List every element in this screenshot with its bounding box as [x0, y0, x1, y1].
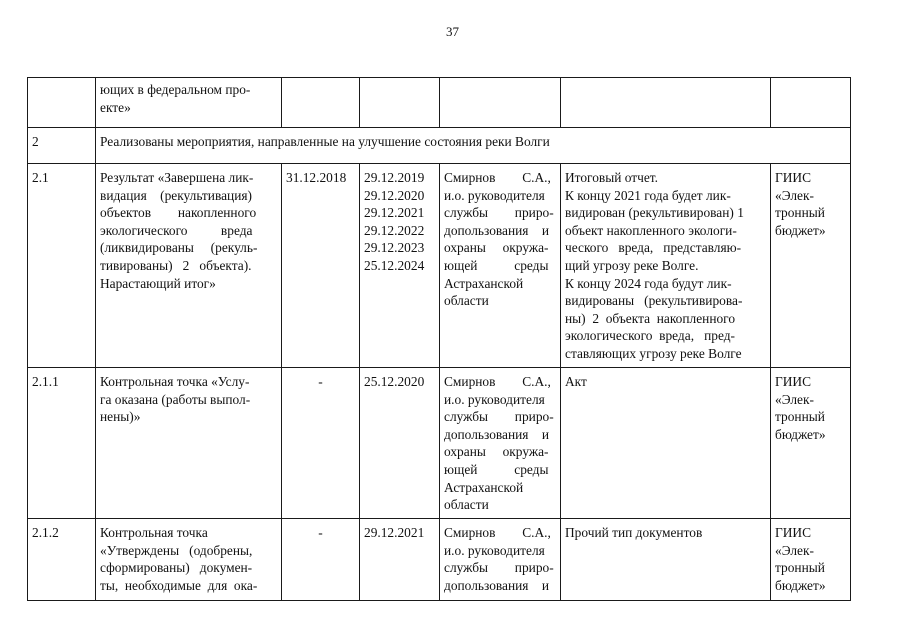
- cell-responsible: [440, 519, 561, 601]
- text-line: бюджет»: [775, 426, 826, 442]
- text-line: видация (рекультивация): [100, 187, 252, 203]
- text-line: Контрольная точка «Услу-: [100, 374, 250, 389]
- text-line: Астраханской: [444, 479, 524, 495]
- text-line: 25.12.2020: [364, 374, 425, 389]
- cell-responsible: [440, 164, 561, 368]
- text-line: ты, необходимые для ока-: [100, 577, 258, 593]
- text-line: службы приро-: [444, 205, 554, 221]
- cell-document: [561, 164, 771, 368]
- cell-info-system: [771, 519, 851, 601]
- text-line: тронный: [775, 560, 825, 576]
- text-line: К концу 2024 года будут лик-: [565, 275, 732, 291]
- text-line: 29.12.2021: [364, 525, 425, 540]
- text-line: службы приро-: [444, 409, 554, 425]
- cell-start-date: [282, 78, 360, 128]
- text-line: допользования и: [444, 577, 550, 593]
- table-row: [28, 519, 851, 601]
- cell-document: [561, 519, 771, 601]
- text-line: и.о. руководителя: [444, 391, 545, 407]
- section-row: [28, 128, 851, 164]
- text-line: екте»: [100, 99, 131, 115]
- text-line: нены)»: [100, 409, 141, 425]
- text-line: «Элек-: [775, 187, 814, 203]
- text-line: К концу 2021 года будет лик-: [565, 187, 731, 203]
- table-row: [28, 368, 851, 519]
- cell-responsible: [440, 368, 561, 519]
- cell-number: 2.1.1: [28, 368, 96, 519]
- text-line: щий угрозу реке Волге.: [565, 257, 699, 273]
- text-line: Смирнов С.А.,: [444, 525, 551, 540]
- cell-number: 2.1.2: [28, 519, 96, 601]
- text-line: службы приро-: [444, 560, 554, 576]
- text-line: области: [444, 497, 489, 513]
- cell-end-date: [360, 78, 440, 128]
- cell-document: [561, 368, 771, 519]
- text-line: бюджет»: [775, 577, 826, 593]
- text-line: ческого вреда, представляю-: [565, 240, 742, 256]
- text-line: видирован (рекультивирован) 1: [565, 205, 744, 221]
- cell-info-system: [771, 164, 851, 368]
- text-line: ГИИС: [775, 525, 812, 540]
- cell-name: [96, 519, 282, 601]
- text-line: Контрольная точка: [100, 525, 208, 540]
- cell-number: 2.1: [28, 164, 96, 368]
- text-line: сформированы) докумен-: [100, 560, 253, 576]
- text-line: объектов накопленного: [100, 205, 257, 221]
- text-line: Результат «Завершена лик-: [100, 170, 254, 185]
- cell-name: [96, 368, 282, 519]
- text-line: Акт: [565, 374, 587, 389]
- text-line: тронный: [775, 205, 825, 221]
- cell-end-date: [360, 519, 440, 601]
- text-line: и.о. руководителя: [444, 542, 545, 558]
- text-line: Итоговый отчет.: [565, 170, 658, 185]
- text-line: Прочий тип документов: [565, 525, 703, 540]
- text-line: ставляющих угрозу реке Волге: [565, 345, 742, 361]
- cell-end-date: [360, 368, 440, 519]
- text-line: ющей среды: [444, 461, 549, 477]
- section-title: Реализованы мероприятия, направленные на улучшение состояния реки Волги: [96, 128, 851, 164]
- cell-name: [96, 164, 282, 368]
- text-line: «Элек-: [775, 391, 814, 407]
- text-line: ющих в федеральном про-: [100, 82, 251, 97]
- text-line: ны) 2 объекта накопленного: [565, 310, 736, 326]
- cell-responsible: [440, 78, 561, 128]
- cell-number: 2: [28, 128, 96, 164]
- plan-table: [27, 77, 851, 601]
- text-line: ГИИС: [775, 374, 812, 389]
- text-line: допользования и: [444, 222, 550, 238]
- text-line: Нарастающий итог»: [100, 275, 216, 291]
- text-line: 25.12.2024: [364, 257, 425, 273]
- page-number: 37: [446, 24, 459, 39]
- cell-name: [96, 78, 282, 128]
- text-line: и.о. руководителя: [444, 187, 545, 203]
- cell-start-date: -: [282, 519, 360, 601]
- text-line: 29.12.2023: [364, 240, 425, 256]
- text-line: видированы (рекультивирова-: [565, 293, 743, 309]
- text-line: Смирнов С.А.,: [444, 170, 551, 185]
- cell-document: [561, 78, 771, 128]
- text-line: Астраханской: [444, 275, 524, 291]
- text-line: «Утверждены (одобрены,: [100, 542, 253, 558]
- text-line: экологического вреда: [100, 222, 253, 238]
- text-line: экологического вреда, пред-: [565, 328, 735, 344]
- cell-number: [28, 78, 96, 128]
- text-line: (ликвидированы (рекуль-: [100, 240, 258, 256]
- text-line: Смирнов С.А.,: [444, 374, 551, 389]
- text-line: области: [444, 293, 489, 309]
- text-line: «Элек-: [775, 542, 814, 558]
- text-line: тронный: [775, 409, 825, 425]
- cell-start-date: -: [282, 368, 360, 519]
- text-line: 29.12.2022: [364, 222, 425, 238]
- text-line: га оказана (работы выпол-: [100, 391, 251, 407]
- text-line: ющей среды: [444, 257, 549, 273]
- text-line: бюджет»: [775, 222, 826, 238]
- cell-info-system: [771, 78, 851, 128]
- cell-end-date: [360, 164, 440, 368]
- text-line: 29.12.2019: [364, 170, 425, 185]
- text-line: 29.12.2021: [364, 205, 425, 221]
- text-line: охраны окружа-: [444, 444, 549, 460]
- cell-start-date: 31.12.2018: [282, 164, 360, 368]
- text-line: ГИИС: [775, 170, 812, 185]
- text-line: охраны окружа-: [444, 240, 549, 256]
- text-line: объект накопленного экологи-: [565, 222, 737, 238]
- text-line: 29.12.2020: [364, 187, 425, 203]
- text-line: тивированы) 2 объекта).: [100, 257, 252, 273]
- table-row: [28, 164, 851, 368]
- text-line: допользования и: [444, 426, 550, 442]
- cell-info-system: [771, 368, 851, 519]
- table-row: [28, 78, 851, 128]
